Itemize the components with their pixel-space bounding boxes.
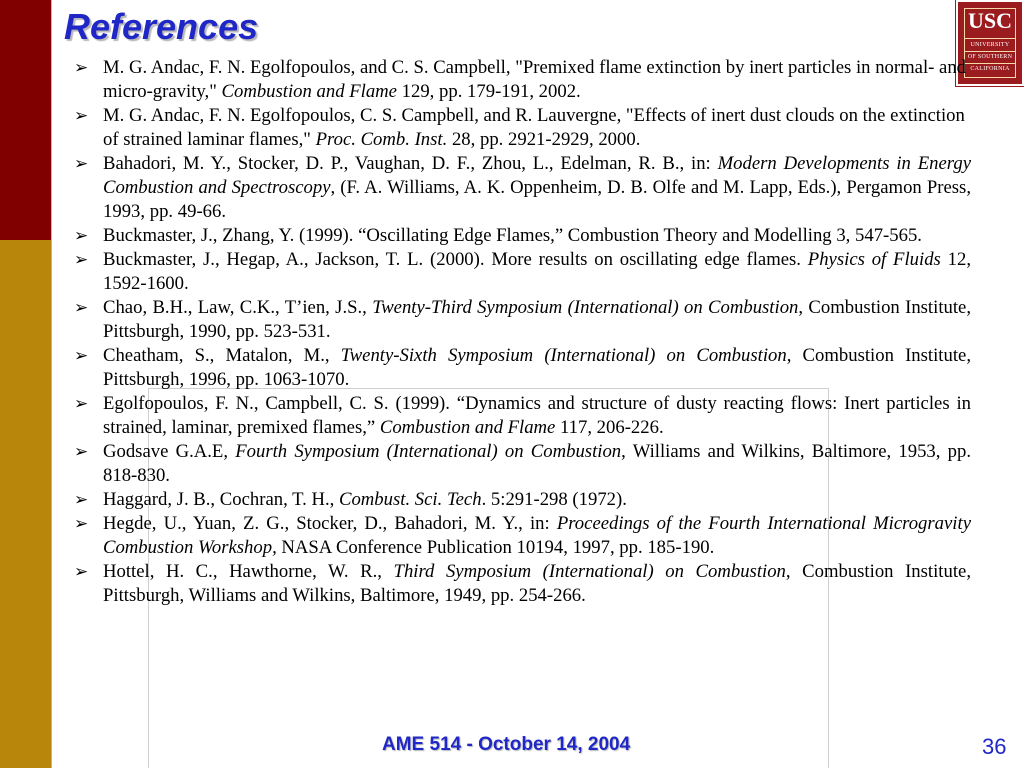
reference-details: 117, 206-226.	[555, 417, 664, 438]
reference-publication: Combustion and Flame	[221, 81, 397, 102]
reference-text: Godsave G.A.E,	[103, 441, 236, 462]
reference-text: M. G. Andac, F. N. Egolfopoulos, C. S. Campbell, and R. Lauvergne, "Effects of inert dust clouds on the extinction of strained laminar flames,"	[103, 105, 965, 150]
reference-text: Egolfopoulos, F. N., Campbell, C. S. (1999). “Dynamics and structure of dusty reacting flows: Inert particles in strained, laminar, premixed flames,”	[103, 393, 971, 438]
reference-details: 129, pp. 179-191, 2002.	[396, 81, 581, 102]
reference-text: Buckmaster, J., Hegap, A., Jackson, T. L. (2000). More results on oscillating edge flames.	[103, 249, 808, 270]
reference-details: . 5:291-298 (1972).	[481, 489, 627, 510]
reference-item	[72, 440, 971, 488]
reference-item	[72, 104, 971, 152]
reference-item	[72, 512, 971, 560]
reference-text: Haggard, J. B., Cochran, T. H.,	[103, 489, 339, 510]
arrow-bullet-icon: ➢	[74, 298, 89, 318]
page-number: 36	[982, 734, 1007, 759]
reference-details: , (F. A. Williams, A. K. Oppenheim, D. B. Olfe and M. Lapp, Eds.), Pergamon Press, 1993, pp. 49-66.	[103, 177, 971, 222]
reference-text: Hottel, H. C., Hawthorne, W. R.,	[103, 561, 394, 582]
reference-item	[72, 344, 971, 392]
logo-line-of-southern: OF SOUTHERN	[967, 54, 1013, 60]
reference-item	[72, 488, 971, 512]
reference-details: 12, 1592-1600.	[103, 249, 971, 294]
reference-details: , Combustion Institute, Pittsburgh, 1990, pp. 523-531.	[103, 297, 972, 342]
reference-details: , Combustion Institute, Pittsburgh, 1996, pp. 1063-1070.	[103, 345, 971, 390]
arrow-bullet-icon: ➢	[74, 442, 89, 462]
reference-details: , Williams and Wilkins, Baltimore, 1953, pp. 818-830.	[103, 441, 972, 486]
reference-item	[72, 152, 971, 224]
reference-text: Chao, B.H., Law, C.K., T’ien, J.S.,	[103, 297, 373, 318]
reference-publication: Physics of Fluids	[807, 249, 941, 270]
reference-publication: Modern Developments in Energy Combustion and Spectroscopy	[103, 153, 971, 198]
reference-publication: Combustion and Flame	[379, 417, 556, 438]
arrow-bullet-icon: ➢	[74, 562, 89, 582]
logo-rule	[964, 38, 1016, 39]
arrow-bullet-icon: ➢	[74, 250, 89, 270]
reference-publication: Proc. Comb. Inst.	[315, 129, 448, 150]
reference-publication: Twenty-Third Symposium (International) on Combustion	[372, 297, 799, 318]
reference-item	[72, 392, 971, 440]
reference-publication: Twenty-Sixth Symposium (International) on Combustion	[340, 345, 787, 366]
reference-publication: Third Symposium (International) on Combustion	[393, 561, 786, 582]
reference-item	[72, 248, 971, 296]
reference-details: , Combustion Institute, Pittsburgh, Williams and Wilkins, Baltimore, 1949, pp. 254-266.	[103, 561, 971, 606]
slide-footer: AME 514 - October 14, 2004	[382, 734, 631, 755]
logo-rule	[964, 51, 1016, 52]
arrow-bullet-icon: ➢	[74, 106, 89, 126]
arrow-bullet-icon: ➢	[74, 58, 89, 78]
arrow-bullet-icon: ➢	[74, 490, 89, 510]
reference-item	[72, 224, 971, 248]
arrow-bullet-icon: ➢	[74, 154, 89, 174]
arrow-bullet-icon: ➢	[74, 346, 89, 366]
left-band-maroon	[0, 0, 51, 240]
reference-item	[72, 560, 971, 608]
slide-title: References	[64, 6, 259, 47]
reference-list	[72, 56, 971, 608]
reference-text: Buckmaster, J., Zhang, Y. (1999). “Oscillating Edge Flames,” Combustion Theory and Modelling 3, 547-565.	[103, 225, 922, 246]
arrow-bullet-icon: ➢	[74, 394, 89, 414]
divider	[51, 0, 52, 768]
reference-text: Hegde, U., Yuan, Z. G., Stocker, D., Bahadori, M. Y., in:	[103, 513, 557, 534]
logo-rule	[964, 63, 1016, 64]
reference-details: NASA Conference Publication 10194, 1997, pp. 185-190.	[276, 537, 715, 558]
reference-publication: Proceedings of the Fourth International Microgravity Combustion Workshop,	[103, 513, 971, 558]
reference-details: 28, pp. 2921-2929, 2000.	[447, 129, 641, 150]
arrow-bullet-icon: ➢	[74, 226, 89, 246]
reference-publication: Combust. Sci. Tech	[338, 489, 482, 510]
reference-text: Bahadori, M. Y., Stocker, D. P., Vaughan, D. F., Zhou, L., Edelman, R. B., in:	[103, 153, 718, 174]
logo-usc-text: USC	[967, 8, 1012, 33]
reference-text: Cheatham, S., Matalon, M.,	[103, 345, 341, 366]
reference-publication: Fourth Symposium (International) on Combustion	[235, 441, 622, 462]
reference-item	[72, 296, 971, 344]
reference-text: M. G. Andac, F. N. Egolfopoulos, and C. S. Campbell, "Premixed flame extinction by inert particles in normal- and micro-gravity,"	[103, 57, 967, 102]
arrow-bullet-icon: ➢	[74, 514, 89, 534]
left-band-gold	[0, 240, 51, 768]
logo-line-california: CALIFORNIA	[970, 66, 1010, 72]
logo-line-university: UNIVERSITY	[970, 42, 1010, 48]
reference-item	[72, 56, 971, 104]
